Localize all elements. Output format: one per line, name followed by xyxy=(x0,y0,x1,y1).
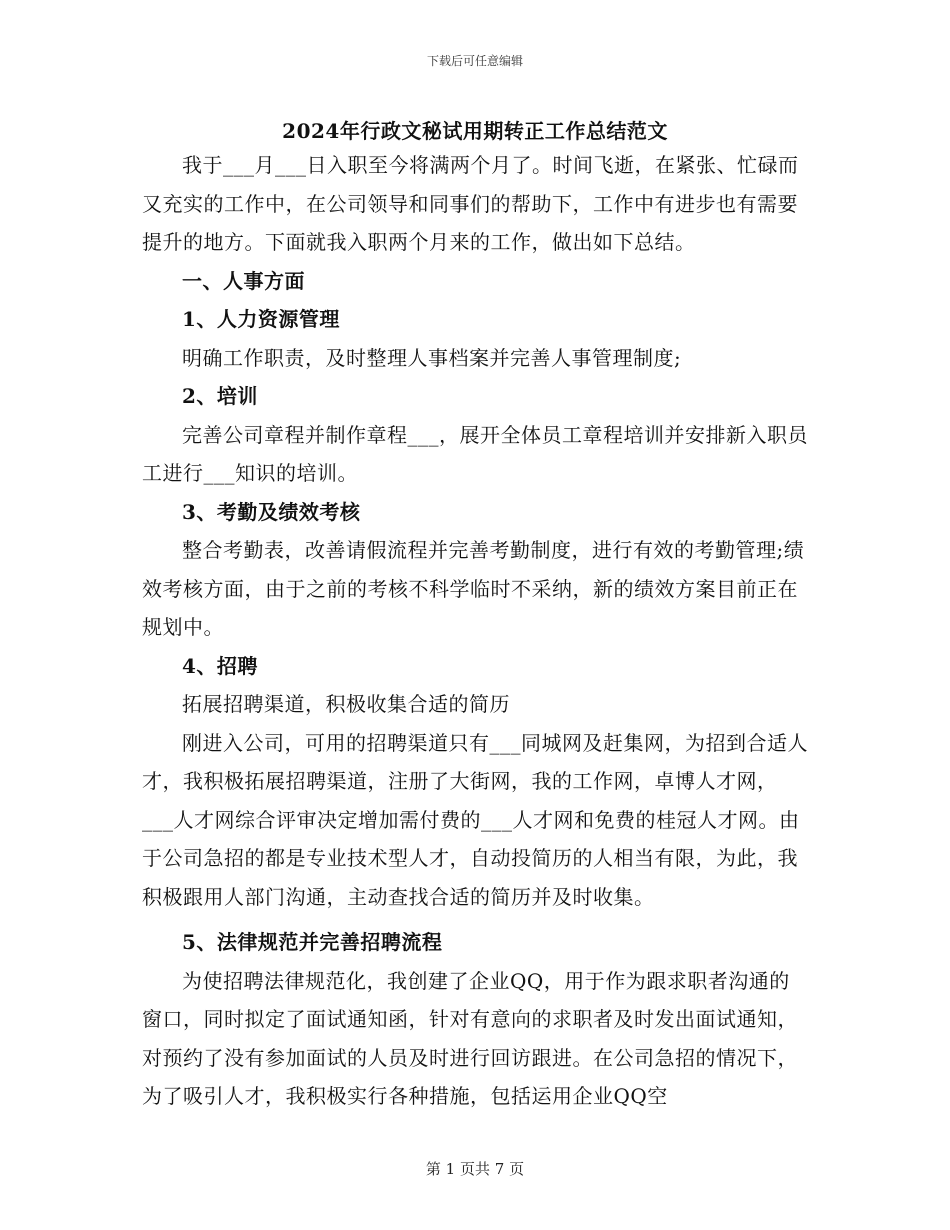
page-header-note: 下载后可任意编辑 xyxy=(426,54,523,68)
paragraph-legal-process: 为使招聘法律规范化，我创建了企业QQ，用于作为跟求职者沟通的窗口，同时拟定了面试通知函，针对有意向的求职者及时发出面试通知，对预约了没有参加面试的人员及时进行回访跟进。在公司急招的情况下，为了吸引人才，我积极实行各种措施，包括运用企业QQ空 xyxy=(142,968,798,1108)
section-heading-personnel: 一、人事方面 xyxy=(182,268,305,293)
subheading-attendance: 3、考勤及绩效考核 xyxy=(182,499,361,524)
page-number-footer: 第 1 页共 7 页 xyxy=(425,1160,525,1178)
document-title: 2024年行政文秘试用期转正工作总结范文 xyxy=(282,119,668,143)
paragraph-attendance: 整合考勤表，改善请假流程并完善考勤制度，进行有效的考勤管理;绩效考核方面，由于之前的考核不科学临时不采纳，新的绩效方案目前正在规划中。 xyxy=(142,538,805,639)
intro-paragraph: 我于___月___日入职至今将满两个月了。时间飞逝，在紧张、忙碌而又充实的工作中，在公司领导和同事们的帮助下，工作中有进步也有需要提升的地方。下面就我入职两个月来的工作，做出如下总结。 xyxy=(142,153,799,254)
subheading-hr-management: 1、人力资源管理 xyxy=(182,307,340,331)
paragraph-recruitment-detail: 刚进入公司，可用的招聘渠道只有___同城网及赶集网，为招到合适人才，我积极拓展招聘渠道，注册了大街网，我的工作网，卓博人才网，___人才网综合评审决定增加需付费的___人才网和免费的桂冠人才网。由于公司急招的都是专业技术型人才，自动投简历的人相当有限，为此，我积极跟用人部门沟通，主动查找合适的简历并及时收集。 xyxy=(142,730,808,909)
document-body xyxy=(142,146,808,1116)
subheading-training: 2、培训 xyxy=(182,384,258,408)
paragraph-training: 完善公司章程并制作章程___，展开全体员工章程培训并安排新入职员工进行___知识的培训。 xyxy=(142,422,808,485)
subheading-legal-process: 5、法律规范并完善招聘流程 xyxy=(182,930,443,954)
paragraph-hr-management: 明确工作职责，及时整理人事档案并完善人事管理制度; xyxy=(182,345,682,370)
subheading-recruitment: 4、招聘 xyxy=(182,653,258,678)
paragraph-recruitment-channels: 拓展招聘渠道，积极收集合适的简历 xyxy=(182,692,510,716)
